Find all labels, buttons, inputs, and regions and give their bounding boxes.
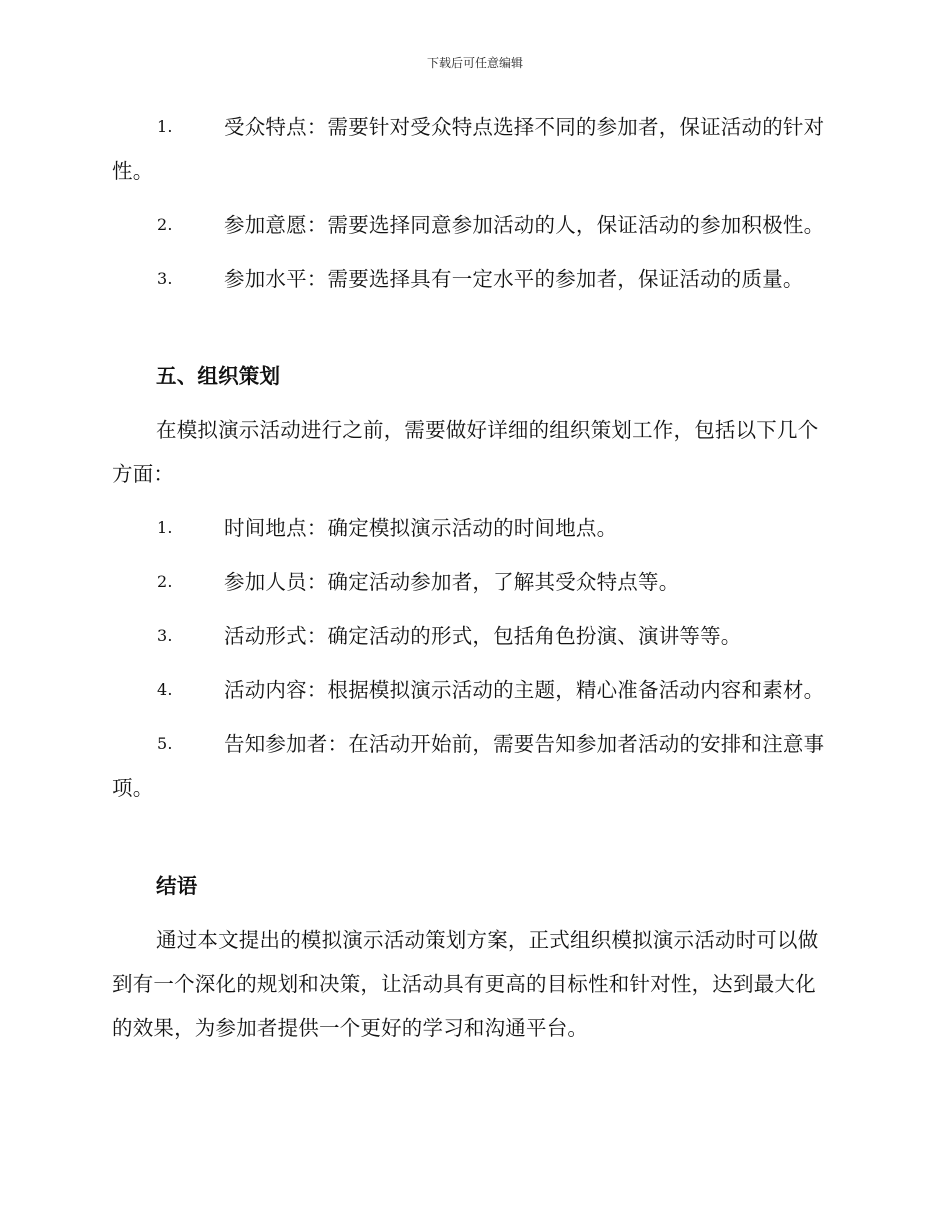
section-heading: 五、组织策划 — [156, 364, 281, 388]
list-item-text: 告知参加者：在活动开始前，需要告知参加者活动的安排和注意事项。 — [112, 732, 825, 800]
list-item-text: 活动形式：确定活动的形式，包括角色扮演、演讲等等。 — [224, 624, 742, 648]
conclusion-text: 通过本文提出的模拟演示活动策划方案，正式组织模拟演示活动时可以做到有一个深化的规划和决策，让活动具有更高的目标性和针对性，达到最大化的效果，为参加者提供一个更好的学习和沟通平台。 — [112, 928, 819, 1040]
list-item — [112, 668, 836, 712]
list-item-text: 参加水平：需要选择具有一定水平的参加者，保证活动的质量。 — [224, 267, 804, 291]
list-number: 2. — [157, 215, 173, 234]
section-heading: 结语 — [156, 874, 198, 898]
section-organization — [112, 354, 836, 810]
list-item-text: 时间地点：确定模拟演示活动的时间地点。 — [224, 516, 618, 540]
list-item-text: 受众特点：需要针对受众特点选择不同的参加者，保证活动的针对性。 — [112, 115, 825, 183]
list-number: 1. — [157, 518, 173, 537]
list-item — [112, 506, 836, 550]
list-item — [112, 722, 836, 810]
list-number: 5. — [157, 734, 173, 753]
list-number: 1. — [157, 117, 173, 136]
list-item — [112, 105, 836, 193]
list-item — [112, 257, 836, 301]
list-item — [112, 560, 836, 604]
section-intro: 在模拟演示活动进行之前，需要做好详细的组织策划工作，包括以下几个方面： — [112, 418, 819, 486]
list-number: 4. — [157, 680, 173, 699]
section-conclusion — [112, 864, 836, 1050]
list-number: 3. — [157, 626, 173, 645]
list-item-text: 活动内容：根据模拟演示活动的主题，精心准备活动内容和素材。 — [224, 678, 825, 702]
list-item — [112, 203, 836, 247]
list-item-text: 参加意愿：需要选择同意参加活动的人，保证活动的参加积极性。 — [224, 213, 825, 237]
list-number: 3. — [157, 269, 173, 288]
list-item — [112, 614, 836, 658]
list-number: 2. — [157, 572, 173, 591]
criteria-list — [112, 105, 836, 301]
list-item-text: 参加人员：确定活动参加者，了解其受众特点等。 — [224, 570, 680, 594]
page-header: 下载后可任意编辑 — [426, 56, 523, 70]
